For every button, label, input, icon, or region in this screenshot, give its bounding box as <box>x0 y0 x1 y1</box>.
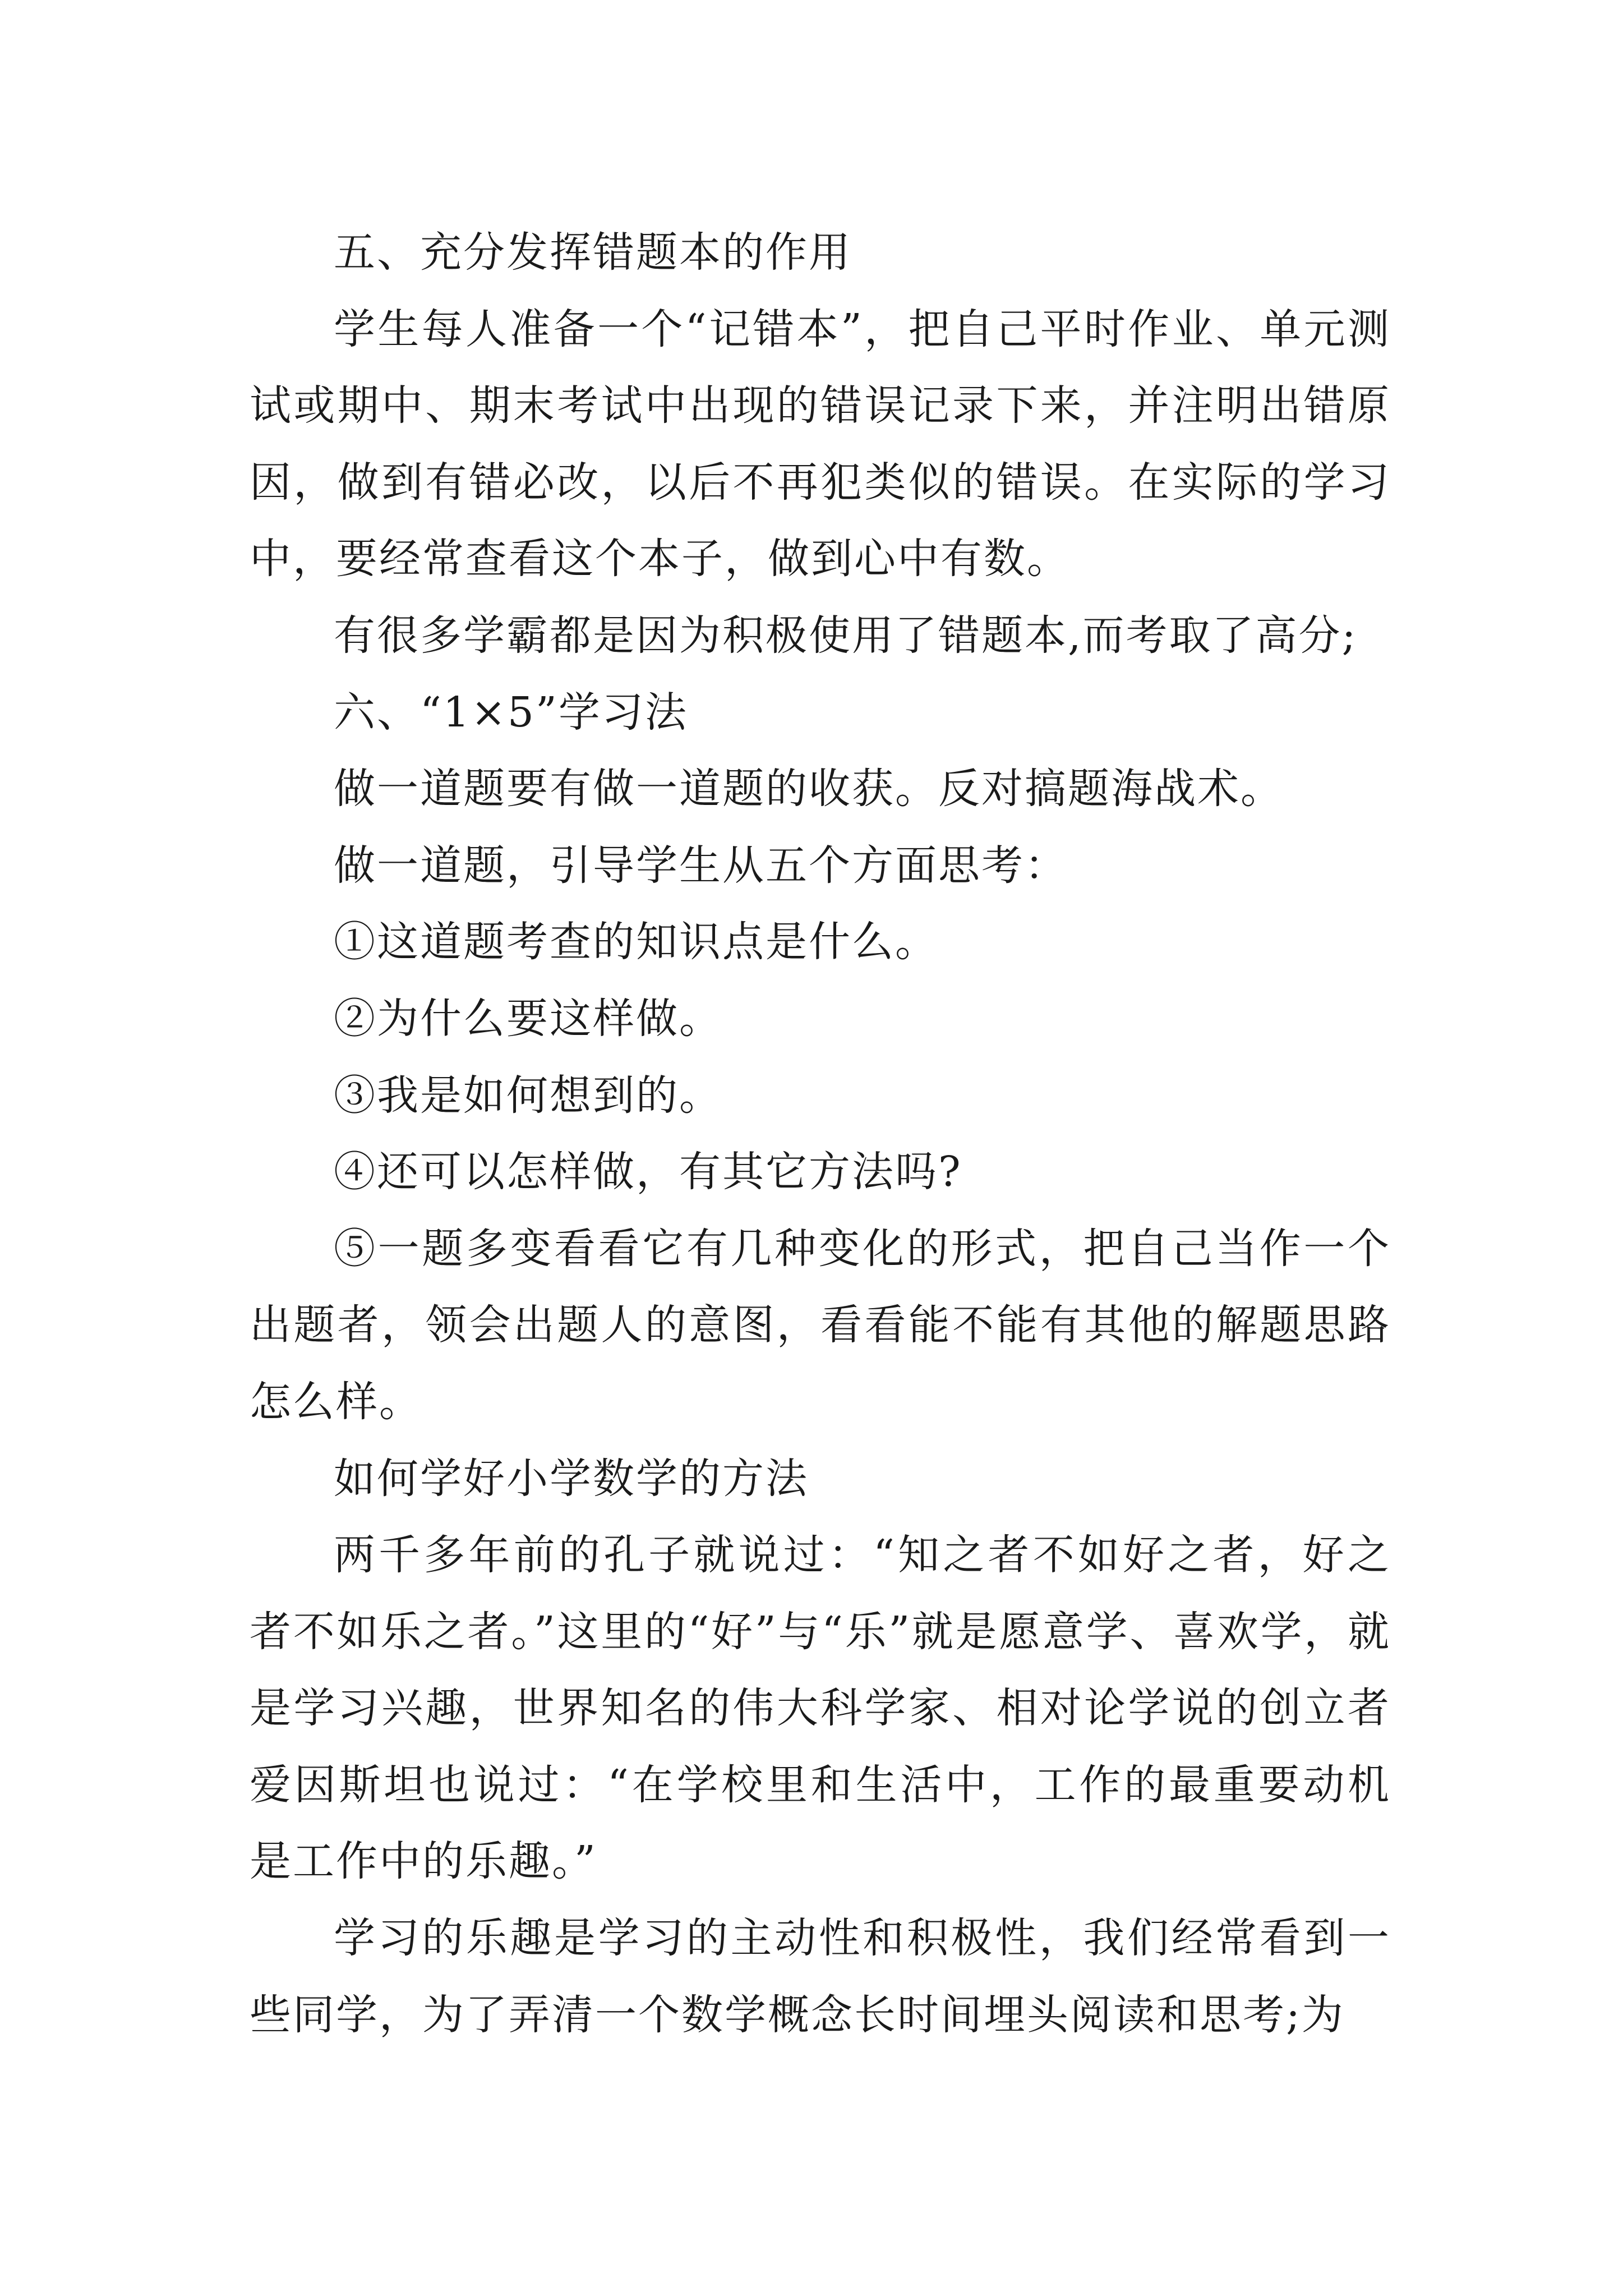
paragraph-one-problem: 做一道题要有做一道题的收获。反对搞题海战术。 <box>334 765 1284 813</box>
paragraph-error-notebook: 学生每人准备一个“记错本”，把自己平时作业、单元测试或期中、期末考试中出现的错误记录下来，并注明出错原因，做到有错必改，以后不再犯类似的错误。在实际的学习中，要经常查看这个本子，做到心中有数。 <box>250 305 1391 583</box>
document-body <box>250 214 1391 2053</box>
list-item-1: ①这道题考查的知识点是什么。 <box>334 918 938 967</box>
list-item-2: ②为什么要这样做。 <box>334 994 722 1043</box>
section-heading-error-notebook: 五、充分发挥错题本的作用 <box>334 228 852 277</box>
section-heading-1x5-method: 六、“1×5”学习法 <box>334 688 688 737</box>
list-item-4: ④还可以怎样做，有其它方法吗? <box>334 1148 962 1197</box>
paragraph-learning-joy: 学习的乐趣是学习的主动性和积极性，我们经常看到一些同学，为了弄清一个数学概念长时间埋头阅读和思考;为 <box>250 1914 1391 2039</box>
paragraph-five-aspects: 做一道题，引导学生从五个方面思考： <box>334 841 1068 890</box>
list-item-5: ⑤一题多变看看它有几种变化的形式，把自己当作一个出题者，领会出题人的意图，看看能不能有其他的解题思路怎么样。 <box>250 1224 1391 1426</box>
paragraph-top-students: 有很多学霸都是因为积极使用了错题本,而考取了高分; <box>334 611 1358 660</box>
list-item-3: ③我是如何想到的。 <box>334 1071 722 1120</box>
section-heading-learn-math: 如何学好小学数学的方法 <box>334 1454 809 1503</box>
paragraph-confucius-einstein: 两千多年前的孔子就说过：“知之者不如好之者，好之者不如乐之者。”这里的“好”与“乐”就是愿意学、喜欢学，就是学习兴趣，世界知名的伟大科学家、相对论学说的创立者爱因斯坦也说过：“在学校里和生活中，工作的最重要动机是工作中的乐趣。” <box>250 1531 1391 1886</box>
